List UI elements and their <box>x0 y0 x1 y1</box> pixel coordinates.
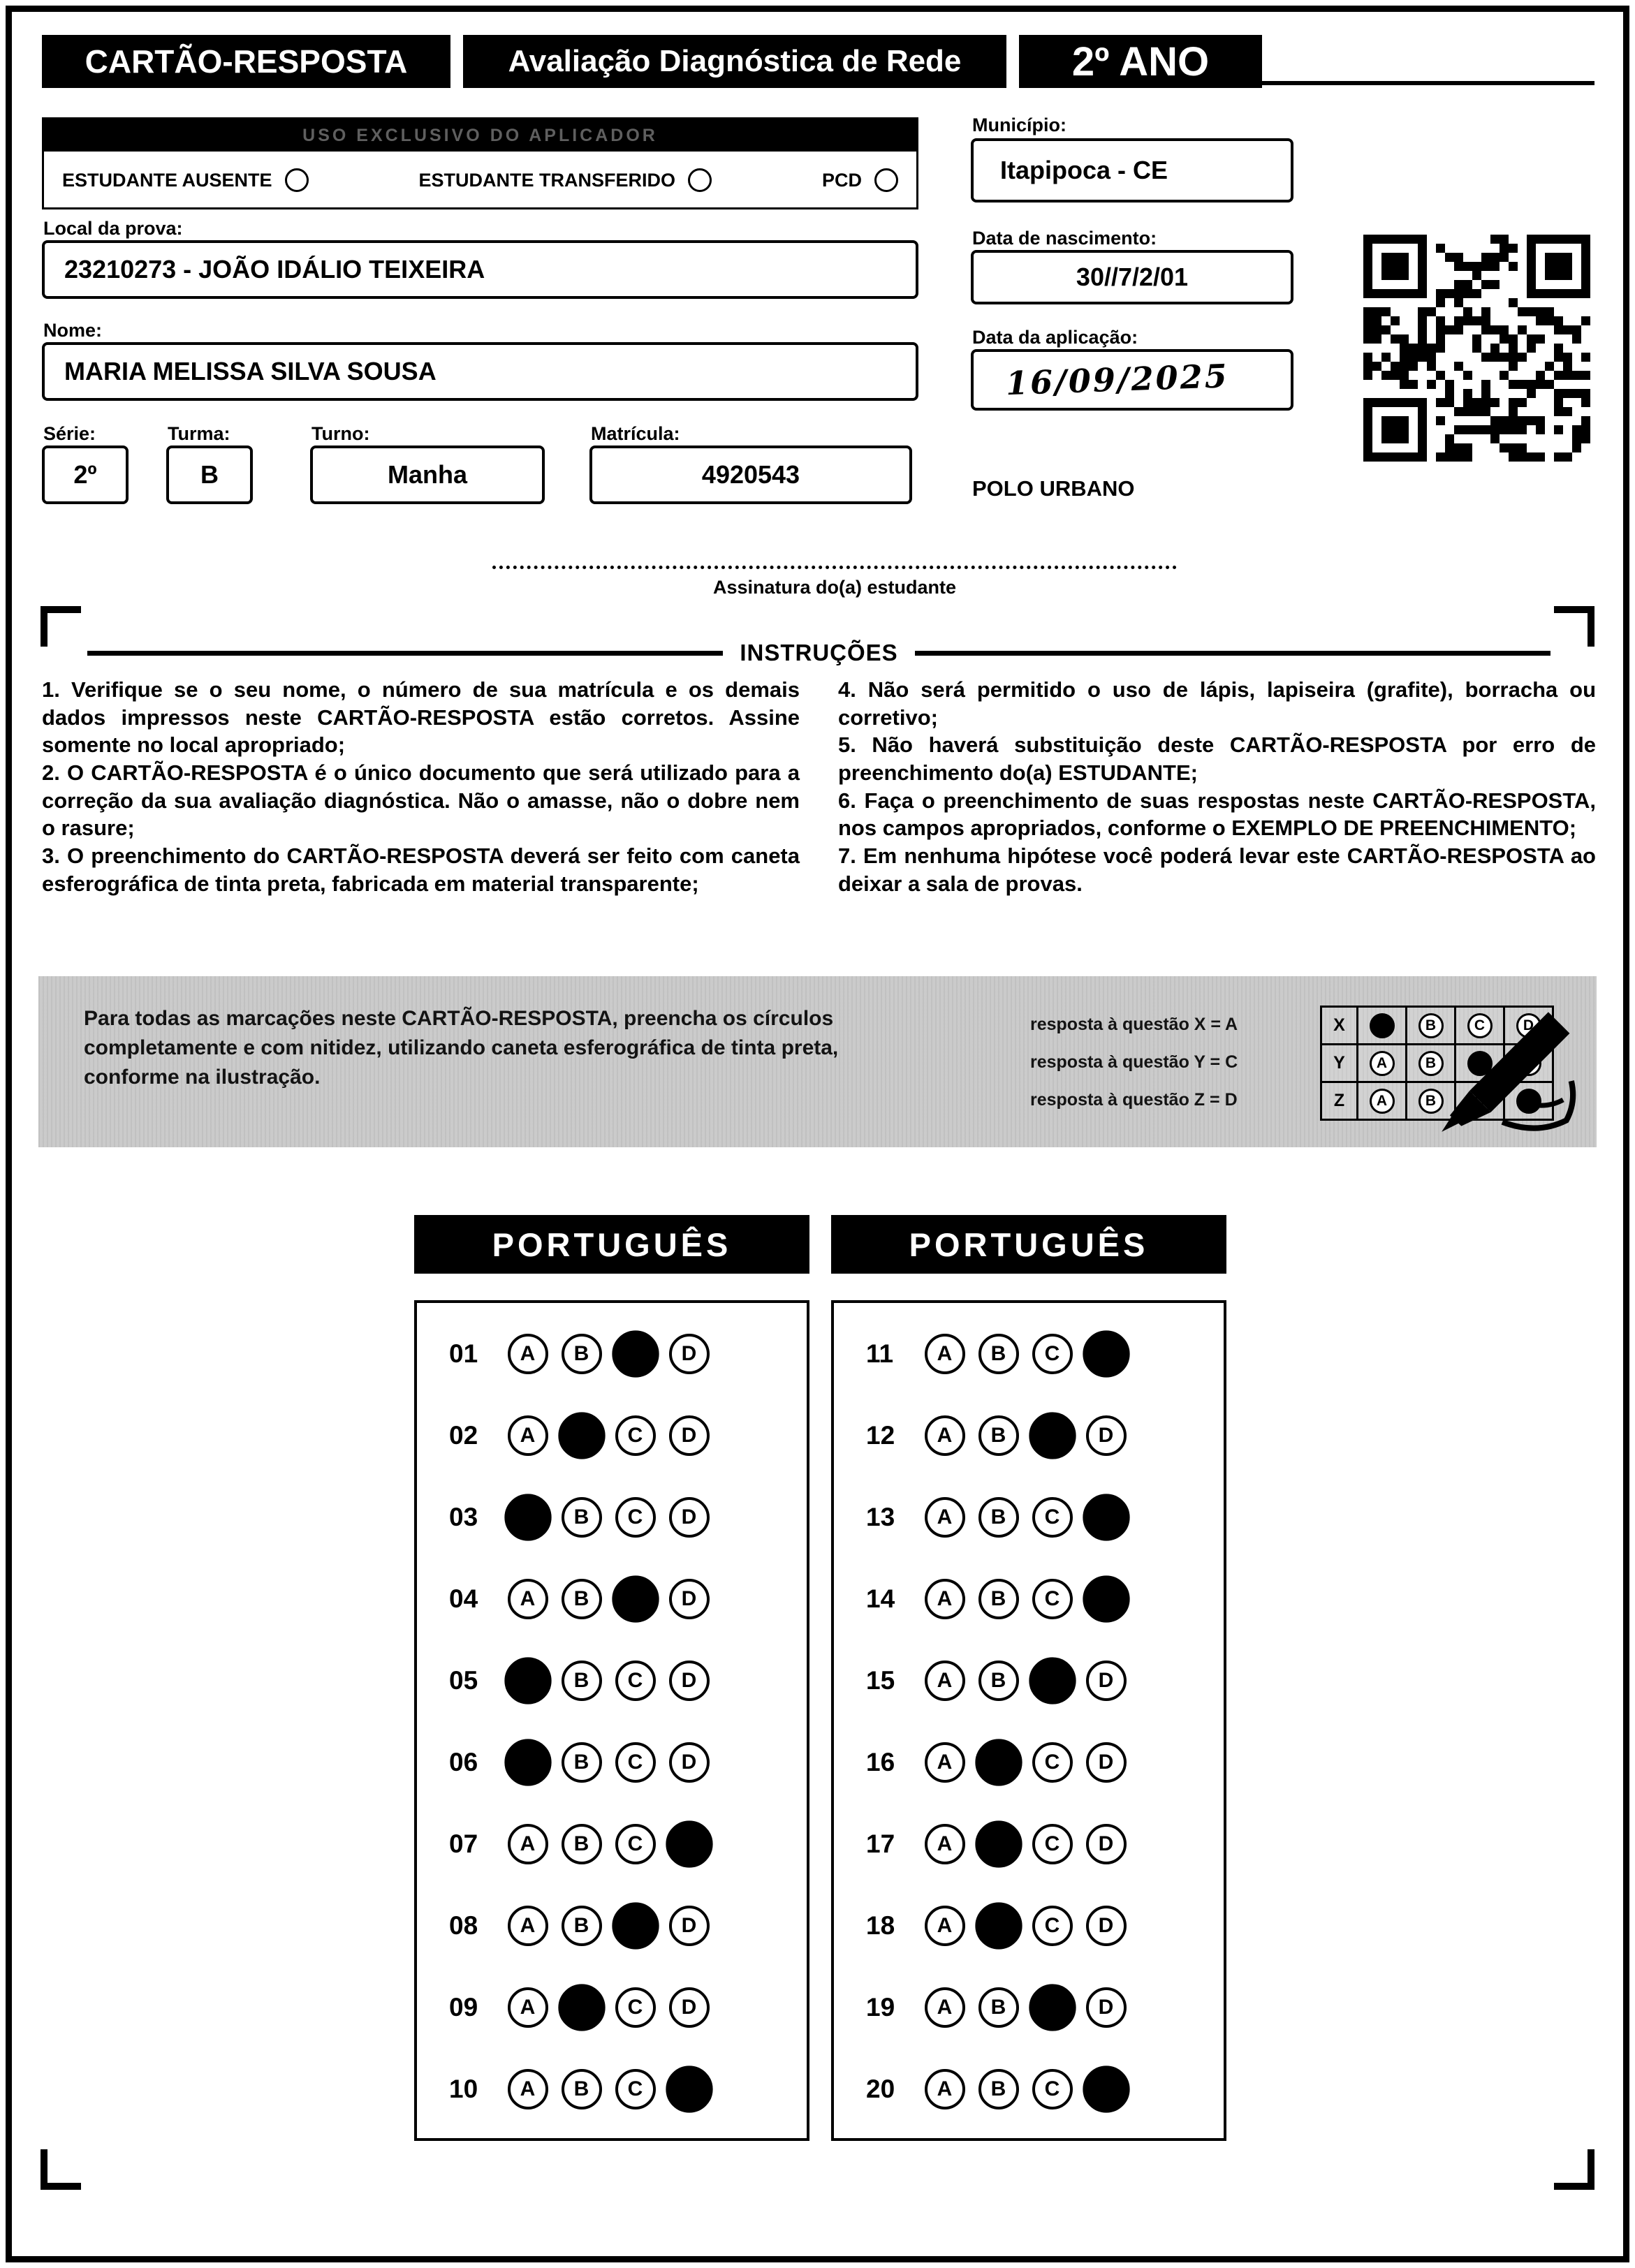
question-number: 05 <box>449 1665 478 1695</box>
bubble-02-C[interactable]: C <box>615 1415 656 1456</box>
corner-mark-bottom-left <box>41 2149 81 2190</box>
bubble-12-A[interactable]: A <box>925 1415 965 1456</box>
bubble-02-D[interactable]: D <box>669 1415 710 1456</box>
bubble-16-C[interactable]: C <box>1032 1742 1073 1783</box>
bubble-cell <box>1079 1579 1133 1619</box>
turno-value: Manha <box>387 460 467 489</box>
instruction-item: 3. O preenchimento do CARTÃO-RESPOSTA deverá ser feito com caneta esferográfica de tinta preta, fabricada em material transparente; <box>42 844 800 896</box>
bubble-01-B[interactable]: B <box>562 1334 602 1374</box>
answer-row-05 <box>417 1640 807 1721</box>
fill-example-legend <box>1030 1006 1238 1119</box>
bubble-17-B[interactable] <box>975 1820 1022 1867</box>
bubble-cell <box>1025 1579 1079 1619</box>
turma-label: Turma: <box>168 423 230 444</box>
instructions-col-left <box>42 676 800 897</box>
bubble-cell <box>972 1497 1025 1538</box>
municipio-label: Município: <box>972 115 1066 135</box>
local-label: Local da prova: <box>43 218 183 239</box>
bubble-cell <box>608 1987 662 2028</box>
bubble-03-A[interactable] <box>504 1494 551 1540</box>
subject-header-left: PORTUGUÊS <box>414 1215 809 1274</box>
bubble-04-A[interactable]: A <box>508 1579 548 1619</box>
bubble-19-C[interactable] <box>1029 1984 1076 2031</box>
answer-row-06 <box>417 1721 807 1803</box>
bubble-02-A[interactable]: A <box>508 1415 548 1456</box>
bubble-cell <box>501 2069 555 2109</box>
bubble-cell <box>918 1334 972 1374</box>
answer-row-18 <box>834 1885 1224 1966</box>
answer-row-08 <box>417 1885 807 1966</box>
bubble-19-D[interactable]: D <box>1086 1987 1127 2028</box>
instructions-title: INSTRUÇÕES <box>740 640 898 665</box>
legend-line-z: resposta à questão Z = D <box>1030 1089 1238 1110</box>
bubble-cell <box>918 1742 972 1783</box>
bubble-cell <box>662 1660 716 1701</box>
bubble-16-D[interactable]: D <box>1086 1742 1127 1783</box>
pcd-circle[interactable] <box>874 168 898 192</box>
bubble-13-B[interactable]: B <box>978 1497 1019 1538</box>
nome-value-box <box>42 342 918 401</box>
bubble-06-A[interactable] <box>504 1739 551 1785</box>
instruction-item: 4. Não será permitido o uso de lápis, lapiseira (grafite), borracha ou corretivo; <box>838 677 1596 730</box>
answer-row-07 <box>417 1803 807 1885</box>
bubble-cell <box>972 1660 1025 1701</box>
bubble-cell <box>555 1906 608 1946</box>
instruction-item: 7. Em nenhuma hipótese você poderá levar este CARTÃO-RESPOSTA ao deixar a sala de provas. <box>838 844 1596 896</box>
bubble-cell <box>501 1742 555 1783</box>
question-number: 17 <box>866 1829 895 1858</box>
example-bubble-Z-A: A <box>1370 1089 1395 1114</box>
bubble-cell <box>555 1742 608 1783</box>
legend-line-y: resposta à questão Y = C <box>1030 1052 1238 1072</box>
bubble-cell <box>1025 1415 1079 1456</box>
question-number: 19 <box>866 1992 895 2022</box>
pcd-label: PCD <box>821 169 862 191</box>
bubble-cell <box>918 2069 972 2109</box>
bubble-cell <box>501 1334 555 1374</box>
bubble-cell <box>662 1824 716 1864</box>
bubble-cell <box>608 1334 662 1374</box>
signature-dotted-line[interactable] <box>492 566 1177 569</box>
bubble-cell <box>972 1415 1025 1456</box>
question-number: 08 <box>449 1910 478 1940</box>
bubble-13-C[interactable]: C <box>1032 1497 1073 1538</box>
question-number: 06 <box>449 1747 478 1776</box>
bubble-05-A[interactable] <box>504 1657 551 1704</box>
bubble-cell <box>608 1579 662 1619</box>
bubble-cell <box>1025 1742 1079 1783</box>
corner-mark-bottom-right <box>1554 2149 1594 2190</box>
answer-row-01 <box>417 1313 807 1394</box>
bubble-cell <box>662 1742 716 1783</box>
bubble-14-B[interactable]: B <box>978 1579 1019 1619</box>
bubble-20-A[interactable]: A <box>925 2069 965 2109</box>
bubble-cell <box>608 1415 662 1456</box>
bubble-cell <box>918 1824 972 1864</box>
nascimento-value-box <box>971 250 1293 304</box>
bubble-07-D[interactable] <box>666 1820 712 1867</box>
bubble-13-A[interactable]: A <box>925 1497 965 1538</box>
bubble-11-D[interactable] <box>1083 1330 1129 1377</box>
bubble-cell <box>608 1906 662 1946</box>
example-bubble-X-D: D <box>1516 1013 1541 1038</box>
bubble-20-C[interactable]: C <box>1032 2069 1073 2109</box>
bubble-cell <box>501 1415 555 1456</box>
bubble-cell <box>608 1660 662 1701</box>
bubble-cell <box>1079 1824 1133 1864</box>
question-number: 14 <box>866 1584 895 1613</box>
bubble-19-A[interactable]: A <box>925 1987 965 2028</box>
question-number: 15 <box>866 1665 895 1695</box>
corner-mark-top-right <box>1554 606 1594 647</box>
hand-pen-illustration <box>1427 978 1591 1142</box>
student-transferred-circle[interactable] <box>688 168 712 192</box>
bubble-cell <box>555 1660 608 1701</box>
bubble-14-D[interactable] <box>1083 1575 1129 1622</box>
bubble-cell <box>501 1497 555 1538</box>
matricula-label: Matrícula: <box>591 423 680 444</box>
bubble-10-C[interactable]: C <box>615 2069 656 2109</box>
bubble-cell <box>972 1579 1025 1619</box>
student-transferred-label: ESTUDANTE TRANSFERIDO <box>418 169 676 191</box>
answer-row-11 <box>834 1313 1224 1394</box>
option-student-transferred <box>419 168 712 192</box>
question-number: 04 <box>449 1584 478 1613</box>
bubble-10-A[interactable]: A <box>508 2069 548 2109</box>
bubble-18-B[interactable] <box>975 1902 1022 1949</box>
bubble-cell <box>662 1415 716 1456</box>
nome-label: Nome: <box>43 320 103 341</box>
instruction-item: 2. O CARTÃO-RESPOSTA é o único documento que será utilizado para a correção da sua avaliação diagnóstica. Não o amasse, não o dobre nem o rasure; <box>42 760 800 841</box>
bubble-03-C[interactable]: C <box>615 1497 656 1538</box>
example-bubble-Y-A: A <box>1370 1051 1395 1076</box>
bubble-10-D[interactable] <box>666 2066 712 2112</box>
option-pcd <box>822 168 898 192</box>
legend-line-x: resposta à questão X = A <box>1030 1014 1238 1034</box>
bubble-cell <box>501 1824 555 1864</box>
bubble-cell <box>662 1497 716 1538</box>
instructions-rule-right <box>915 651 1550 656</box>
bubble-cell <box>1025 1660 1079 1701</box>
bubble-cell <box>662 1987 716 2028</box>
bubble-cell <box>918 1987 972 2028</box>
serie-label: Série: <box>43 423 96 444</box>
nascimento-value: 30//7/2/01 <box>1076 263 1189 291</box>
bubble-cell <box>918 1579 972 1619</box>
bubble-cell <box>608 1824 662 1864</box>
bubble-20-D[interactable] <box>1083 2066 1129 2112</box>
card-title: CARTÃO-RESPOSTA <box>42 35 450 88</box>
student-absent-circle[interactable] <box>285 168 309 192</box>
bubble-04-B[interactable]: B <box>562 1579 602 1619</box>
answer-row-02 <box>417 1394 807 1476</box>
example-bubble-Z-B: B <box>1418 1089 1444 1114</box>
local-value-box <box>42 240 918 299</box>
bubble-18-A[interactable]: A <box>925 1906 965 1946</box>
aplicacao-handwritten-value: 16/09/2025 <box>1005 357 1230 403</box>
qr-code <box>1363 235 1590 462</box>
bubble-11-C[interactable]: C <box>1032 1334 1073 1374</box>
question-number: 02 <box>449 1420 478 1450</box>
bubble-cell <box>1079 1742 1133 1783</box>
bubble-15-A[interactable]: A <box>925 1660 965 1701</box>
bubble-07-C[interactable]: C <box>615 1824 656 1864</box>
example-row-label: X <box>1322 1008 1358 1045</box>
bubble-12-C[interactable] <box>1029 1412 1076 1459</box>
bubble-15-D[interactable]: D <box>1086 1660 1127 1701</box>
question-number: 01 <box>449 1339 478 1368</box>
local-value: 23210273 - JOÃO IDÁLIO TEIXEIRA <box>64 255 485 284</box>
header-rule <box>1262 81 1594 85</box>
bubble-cell <box>662 1579 716 1619</box>
answer-row-15 <box>834 1640 1224 1721</box>
bubble-01-D[interactable]: D <box>669 1334 710 1374</box>
bubble-07-B[interactable]: B <box>562 1824 602 1864</box>
bubble-cell <box>918 1660 972 1701</box>
answer-row-17 <box>834 1803 1224 1885</box>
bubble-04-D[interactable]: D <box>669 1579 710 1619</box>
question-number: 10 <box>449 2074 478 2103</box>
polo-label: POLO URBANO <box>972 476 1135 501</box>
example-bubble-Y-B: B <box>1418 1051 1444 1076</box>
question-number: 18 <box>866 1910 895 1940</box>
bubble-03-B[interactable]: B <box>562 1497 602 1538</box>
answer-grid-left <box>414 1300 809 2141</box>
instructions-header <box>87 640 1550 666</box>
bubble-18-C[interactable]: C <box>1032 1906 1073 1946</box>
turma-value: B <box>200 460 219 489</box>
bubble-cell <box>918 1497 972 1538</box>
grade-badge: 2º ANO <box>1019 35 1262 88</box>
bubble-cell <box>1079 1415 1133 1456</box>
bubble-cell <box>1079 1497 1133 1538</box>
answer-row-13 <box>834 1476 1224 1558</box>
question-number: 16 <box>866 1747 895 1776</box>
answer-row-14 <box>834 1558 1224 1640</box>
bubble-03-D[interactable]: D <box>669 1497 710 1538</box>
answer-row-16 <box>834 1721 1224 1803</box>
fill-example-band <box>38 976 1597 1147</box>
question-number: 07 <box>449 1829 478 1858</box>
bubble-06-B[interactable]: B <box>562 1742 602 1783</box>
bubble-cell <box>501 1660 555 1701</box>
example-cell <box>1358 1083 1407 1121</box>
applicator-bar-label: USO EXCLUSIVO DO APLICADOR <box>44 119 916 152</box>
bubble-12-B[interactable]: B <box>978 1415 1019 1456</box>
bubble-cell <box>555 1824 608 1864</box>
question-number: 11 <box>866 1339 894 1368</box>
bubble-13-D[interactable] <box>1083 1494 1129 1540</box>
example-bubble-X-A <box>1370 1013 1395 1038</box>
bubble-cell <box>972 1742 1025 1783</box>
bubble-cell <box>1025 1987 1079 2028</box>
bubble-cell <box>608 1742 662 1783</box>
example-bubble-X-C: C <box>1467 1013 1493 1038</box>
bubble-10-B[interactable]: B <box>562 2069 602 2109</box>
bubble-15-B[interactable]: B <box>978 1660 1019 1701</box>
bubble-cell <box>608 2069 662 2109</box>
fill-example-text: Para todas as marcações neste CARTÃO-RESPOSTA, preencha os círculos completamente e com nitidez, utilizando caneta esferográfica de tinta preta, conforme na ilustração. <box>84 1007 839 1089</box>
bubble-cell <box>972 2069 1025 2109</box>
example-cell <box>1358 1045 1407 1083</box>
instruction-item: 5. Não haverá substituição deste CARTÃO-RESPOSTA por erro de preenchimento do(a) ESTUDANTE; <box>838 732 1596 786</box>
municipio-value-box <box>971 138 1293 202</box>
applicator-section <box>42 117 918 209</box>
bubble-cell <box>662 2069 716 2109</box>
turno-value-box <box>310 446 545 504</box>
bubble-08-D[interactable]: D <box>669 1906 710 1946</box>
answer-row-19 <box>834 1966 1224 2048</box>
bubble-cell <box>501 1579 555 1619</box>
bubble-cell <box>1079 1987 1133 2028</box>
bubble-cell <box>1025 2069 1079 2109</box>
bubble-19-B[interactable]: B <box>978 1987 1019 2028</box>
aplicacao-value-box <box>971 349 1293 411</box>
municipio-value: Itapipoca - CE <box>1000 156 1168 184</box>
bubble-08-C[interactable] <box>612 1902 659 1949</box>
bubble-cell <box>501 1906 555 1946</box>
example-bubble-X-B: B <box>1418 1013 1444 1038</box>
bubble-17-D[interactable]: D <box>1086 1824 1127 1864</box>
question-number: 12 <box>866 1420 895 1450</box>
bubble-cell <box>555 1579 608 1619</box>
turma-value-box <box>166 446 253 504</box>
bubble-09-A[interactable]: A <box>508 1987 548 2028</box>
bubble-15-C[interactable] <box>1029 1657 1076 1704</box>
qr-code-pattern <box>1363 235 1590 462</box>
bubble-04-C[interactable] <box>612 1575 659 1622</box>
bubble-09-D[interactable]: D <box>669 1987 710 2028</box>
bubble-09-B[interactable] <box>558 1984 605 2031</box>
example-row-label: Z <box>1322 1083 1358 1121</box>
answer-row-04 <box>417 1558 807 1640</box>
bubble-14-A[interactable]: A <box>925 1579 965 1619</box>
turno-label: Turno: <box>311 423 370 444</box>
serie-value-box <box>42 446 129 504</box>
matricula-value: 4920543 <box>701 460 800 489</box>
bubble-08-B[interactable]: B <box>562 1906 602 1946</box>
bubble-cell <box>1025 1497 1079 1538</box>
bubble-01-C[interactable] <box>612 1330 659 1377</box>
bubble-cell <box>1079 1906 1133 1946</box>
bubble-16-A[interactable]: A <box>925 1742 965 1783</box>
bubble-05-C[interactable]: C <box>615 1660 656 1701</box>
question-number: 09 <box>449 1992 478 2022</box>
bubble-cell <box>555 2069 608 2109</box>
question-number: 20 <box>866 2074 895 2103</box>
question-number: 03 <box>449 1502 478 1531</box>
bubble-14-C[interactable]: C <box>1032 1579 1073 1619</box>
bubble-cell <box>555 1415 608 1456</box>
nascimento-label: Data de nascimento: <box>972 228 1157 249</box>
bubble-09-C[interactable]: C <box>615 1987 656 2028</box>
bubble-cell <box>608 1497 662 1538</box>
bubble-cell <box>1025 1334 1079 1374</box>
example-cell <box>1358 1008 1407 1045</box>
applicator-options <box>44 152 916 209</box>
answer-row-12 <box>834 1394 1224 1476</box>
bubble-cell <box>501 1987 555 2028</box>
student-absent-label: ESTUDANTE AUSENTE <box>62 169 272 191</box>
bubble-cell <box>972 1824 1025 1864</box>
corner-mark-top-left <box>41 606 81 647</box>
bubble-06-D[interactable]: D <box>669 1742 710 1783</box>
instruction-item: 6. Faça o preenchimento de suas respostas neste CARTÃO-RESPOSTA, nos campos apropriados, conforme o EXEMPLO DE PREENCHIMENTO; <box>838 788 1596 841</box>
bubble-01-A[interactable]: A <box>508 1334 548 1374</box>
bubble-cell <box>1025 1906 1079 1946</box>
option-student-absent <box>62 168 309 192</box>
bubble-18-D[interactable]: D <box>1086 1906 1127 1946</box>
matricula-value-box <box>589 446 912 504</box>
exam-title: Avaliação Diagnóstica de Rede <box>463 35 1006 88</box>
bubble-06-C[interactable]: C <box>615 1742 656 1783</box>
bubble-cell <box>1079 2069 1133 2109</box>
answer-grid-right <box>831 1300 1226 2141</box>
aplicacao-label: Data da aplicação: <box>972 327 1138 348</box>
bubble-cell <box>918 1415 972 1456</box>
bubble-cell <box>972 1334 1025 1374</box>
example-row-label: Y <box>1322 1045 1358 1083</box>
bubble-20-B[interactable]: B <box>978 2069 1019 2109</box>
signature-label: Assinatura do(a) estudante <box>712 577 957 598</box>
serie-value: 2º <box>73 460 97 489</box>
bubble-17-A[interactable]: A <box>925 1824 965 1864</box>
bubble-16-B[interactable] <box>975 1739 1022 1785</box>
subject-header-right: PORTUGUÊS <box>831 1215 1226 1274</box>
answer-row-10 <box>417 2048 807 2130</box>
instructions-rule-left <box>87 651 723 656</box>
bubble-cell <box>1079 1334 1133 1374</box>
instructions-col-right <box>838 676 1596 897</box>
bubble-05-B[interactable]: B <box>562 1660 602 1701</box>
question-number: 13 <box>866 1502 895 1531</box>
bubble-11-B[interactable]: B <box>978 1334 1019 1374</box>
nome-value: MARIA MELISSA SILVA SOUSA <box>64 357 437 385</box>
bubble-cell <box>1025 1824 1079 1864</box>
bubble-07-A[interactable]: A <box>508 1824 548 1864</box>
bubble-cell <box>662 1906 716 1946</box>
bubble-02-B[interactable] <box>558 1412 605 1459</box>
bubble-17-C[interactable]: C <box>1032 1824 1073 1864</box>
bubble-05-D[interactable]: D <box>669 1660 710 1701</box>
bubble-cell <box>1079 1660 1133 1701</box>
bubble-cell <box>555 1987 608 2028</box>
instruction-item: 1. Verifique se o seu nome, o número de sua matrícula e os demais dados impressos neste CARTÃO-RESPOSTA estão corretos. Assine somente no local apropriado; <box>42 677 800 758</box>
bubble-cell <box>918 1906 972 1946</box>
bubble-cell <box>555 1334 608 1374</box>
bubble-cell <box>555 1497 608 1538</box>
bubble-11-A[interactable]: A <box>925 1334 965 1374</box>
bubble-cell <box>662 1334 716 1374</box>
answer-row-03 <box>417 1476 807 1558</box>
bubble-cell <box>972 1906 1025 1946</box>
answer-row-20 <box>834 2048 1224 2130</box>
answer-row-09 <box>417 1966 807 2048</box>
bubble-12-D[interactable]: D <box>1086 1415 1127 1456</box>
bubble-cell <box>972 1987 1025 2028</box>
bubble-08-A[interactable]: A <box>508 1906 548 1946</box>
